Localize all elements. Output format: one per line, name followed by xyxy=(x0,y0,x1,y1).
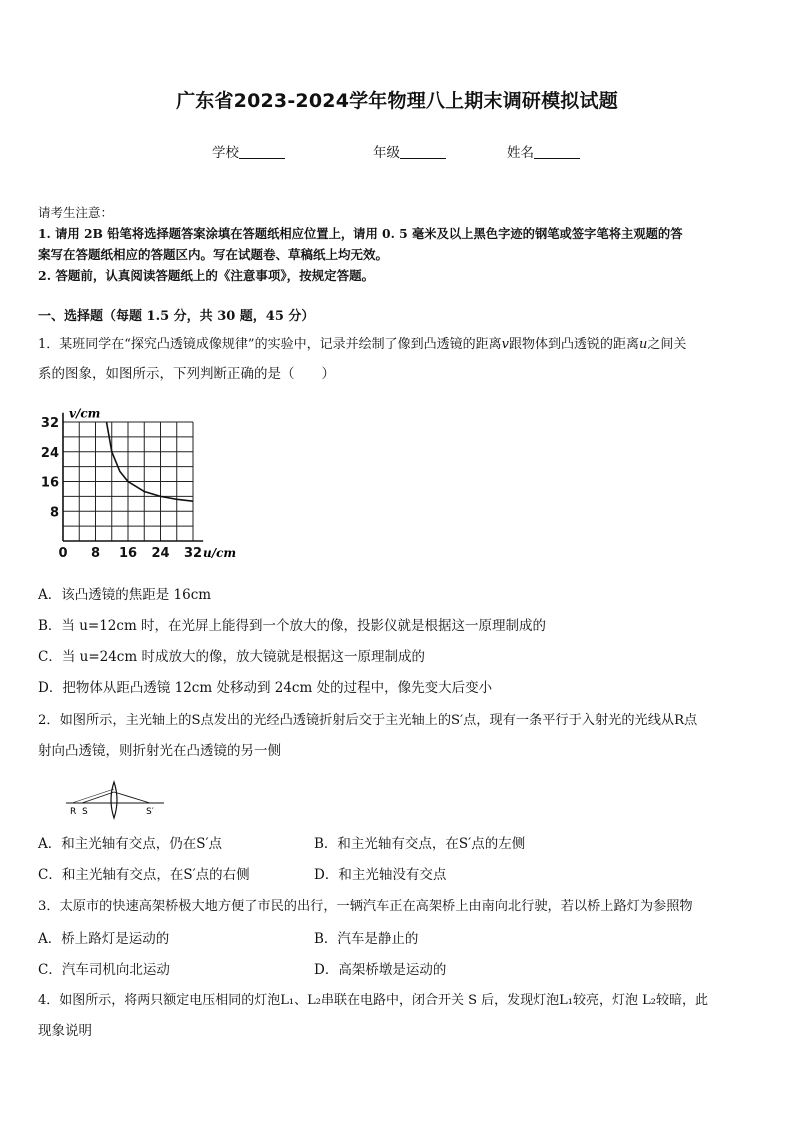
x-tick-label: 24 xyxy=(151,546,170,561)
q3-option-a[interactable]: A．桥上路灯是运动的 xyxy=(38,931,170,947)
q1-option-a[interactable]: A．该凸透镜的焦距是 16cm xyxy=(38,587,212,603)
q2-line-1: 2．如图所示，主光轴上的S点发出的光经凸透镜折射后交于主光轴上的S′点，现有一条平行于入射光的光线从R点 xyxy=(38,713,698,728)
q4-line-2: 现象说明 xyxy=(38,1023,92,1039)
q2-lens-figure xyxy=(64,778,169,820)
incident-ray xyxy=(82,792,114,803)
point-s-label: S xyxy=(82,807,88,817)
section-heading: 一、选择题（每题 1.5 分，共 30 题，45 分） xyxy=(38,309,315,324)
notice-heading: 请考生注意： xyxy=(38,205,114,220)
y-tick-label: 32 xyxy=(40,416,59,431)
parallel-ray xyxy=(72,789,114,803)
x-tick-label: 0 xyxy=(58,546,68,561)
notice-item-1-line-2: 案写在答题纸相应的答题区内。写在试题卷、草稿纸上均无效。 xyxy=(38,247,389,262)
q1-option-c[interactable]: C．当 u=24cm 时成放大的像，放大镜就是根据这一原理制成的 xyxy=(38,649,425,665)
notice-item-1-line-1: 1. 请用 2B 铅笔将选择题答案涂填在答题纸相应位置上，请用 0. 5 毫米及以上黑色字迹的钢笔或签字笔将主观题的答 xyxy=(38,226,683,241)
y-axis-label: v/cm xyxy=(69,406,101,421)
q1-option-b[interactable]: B．当 u=12cm 时，在光屏上能得到一个放大的像，投影仪就是根据这一原理制成的 xyxy=(38,618,547,634)
q1-chart xyxy=(36,394,251,569)
x-axis-label: u/cm xyxy=(203,546,237,560)
q3-option-d[interactable]: D．高架桥墩是运动的 xyxy=(314,962,447,978)
school-label: 学校 xyxy=(212,145,239,161)
grade-label: 年级 xyxy=(373,145,400,161)
q1-option-d[interactable]: D．把物体从距凸透镜 12cm 处移动到 24cm 处的过程中，像先变大后变小 xyxy=(38,680,493,696)
grade-blank xyxy=(400,144,446,159)
name-field xyxy=(507,141,580,161)
name-label: 姓名 xyxy=(507,145,534,161)
chart-axes xyxy=(63,413,203,541)
convex-lens xyxy=(111,782,117,818)
q1-var-u: u xyxy=(638,337,648,352)
q1-text-b: 跟物体到凸透锐的距离 xyxy=(508,337,639,352)
name-blank xyxy=(534,144,580,159)
q1-text-c: 之间关 xyxy=(647,337,687,352)
q3-line-1: 3．太原市的快速高架桥极大地方便了市民的出行，一辆汽车正在高架桥上由南向北行驶，若以桥上路灯为参照物 xyxy=(38,899,693,914)
q3-option-b[interactable]: B．汽车是静止的 xyxy=(314,931,419,947)
v-u-curve xyxy=(107,422,194,501)
y-tick-label: 24 xyxy=(40,445,59,461)
point-s-prime-label: S′ xyxy=(146,807,154,817)
q1-line-2: 系的图象，如图所示，下列判断正确的是（ ） xyxy=(38,366,335,382)
y-tick-label: 16 xyxy=(40,475,59,491)
q2-option-b[interactable]: B．和主光轴有交点，在S′点的左侧 xyxy=(314,836,526,852)
refracted-ray xyxy=(114,792,150,803)
q3-option-c[interactable]: C．汽车司机向北运动 xyxy=(38,962,170,978)
q1-text-a: 1．某班同学在“探究凸透镜成像规律”的实验中，记录并绘制了像到凸透镜的距离 xyxy=(38,337,502,352)
x-tick-label: 32 xyxy=(183,546,203,561)
grade-field xyxy=(373,141,446,161)
school-blank xyxy=(239,144,285,159)
x-tick-label: 8 xyxy=(90,546,101,561)
q1-var-v: v xyxy=(501,337,509,352)
notice-item-2: 2. 答题前，认真阅读答题纸上的《注意事项》，按规定答题。 xyxy=(38,268,375,283)
q2-option-d[interactable]: D．和主光轴没有交点 xyxy=(314,867,447,883)
q1-line-1 xyxy=(38,333,686,352)
q4-line-1: 4．如图所示，将两只额定电压相同的灯泡L₁、L₂串联在电路中，闭合开关 S 后，发现灯泡L₁较亮，灯泡 L₂较暗，此 xyxy=(38,993,708,1008)
q2-line-2: 射向凸透镜，则折射光在凸透镜的另一侧 xyxy=(38,743,281,759)
q2-option-c[interactable]: C．和主光轴有交点，在S′点的右侧 xyxy=(38,867,250,883)
y-tick-label: 8 xyxy=(49,505,59,521)
q2-option-a[interactable]: A．和主光轴有交点，仍在S′点 xyxy=(38,836,223,852)
point-r-label: R xyxy=(70,807,77,817)
x-tick-label: 16 xyxy=(118,546,138,561)
page-title: 广东省2023-2024学年物理八上期末调研模拟试题 xyxy=(176,90,618,112)
school-field xyxy=(212,141,285,161)
